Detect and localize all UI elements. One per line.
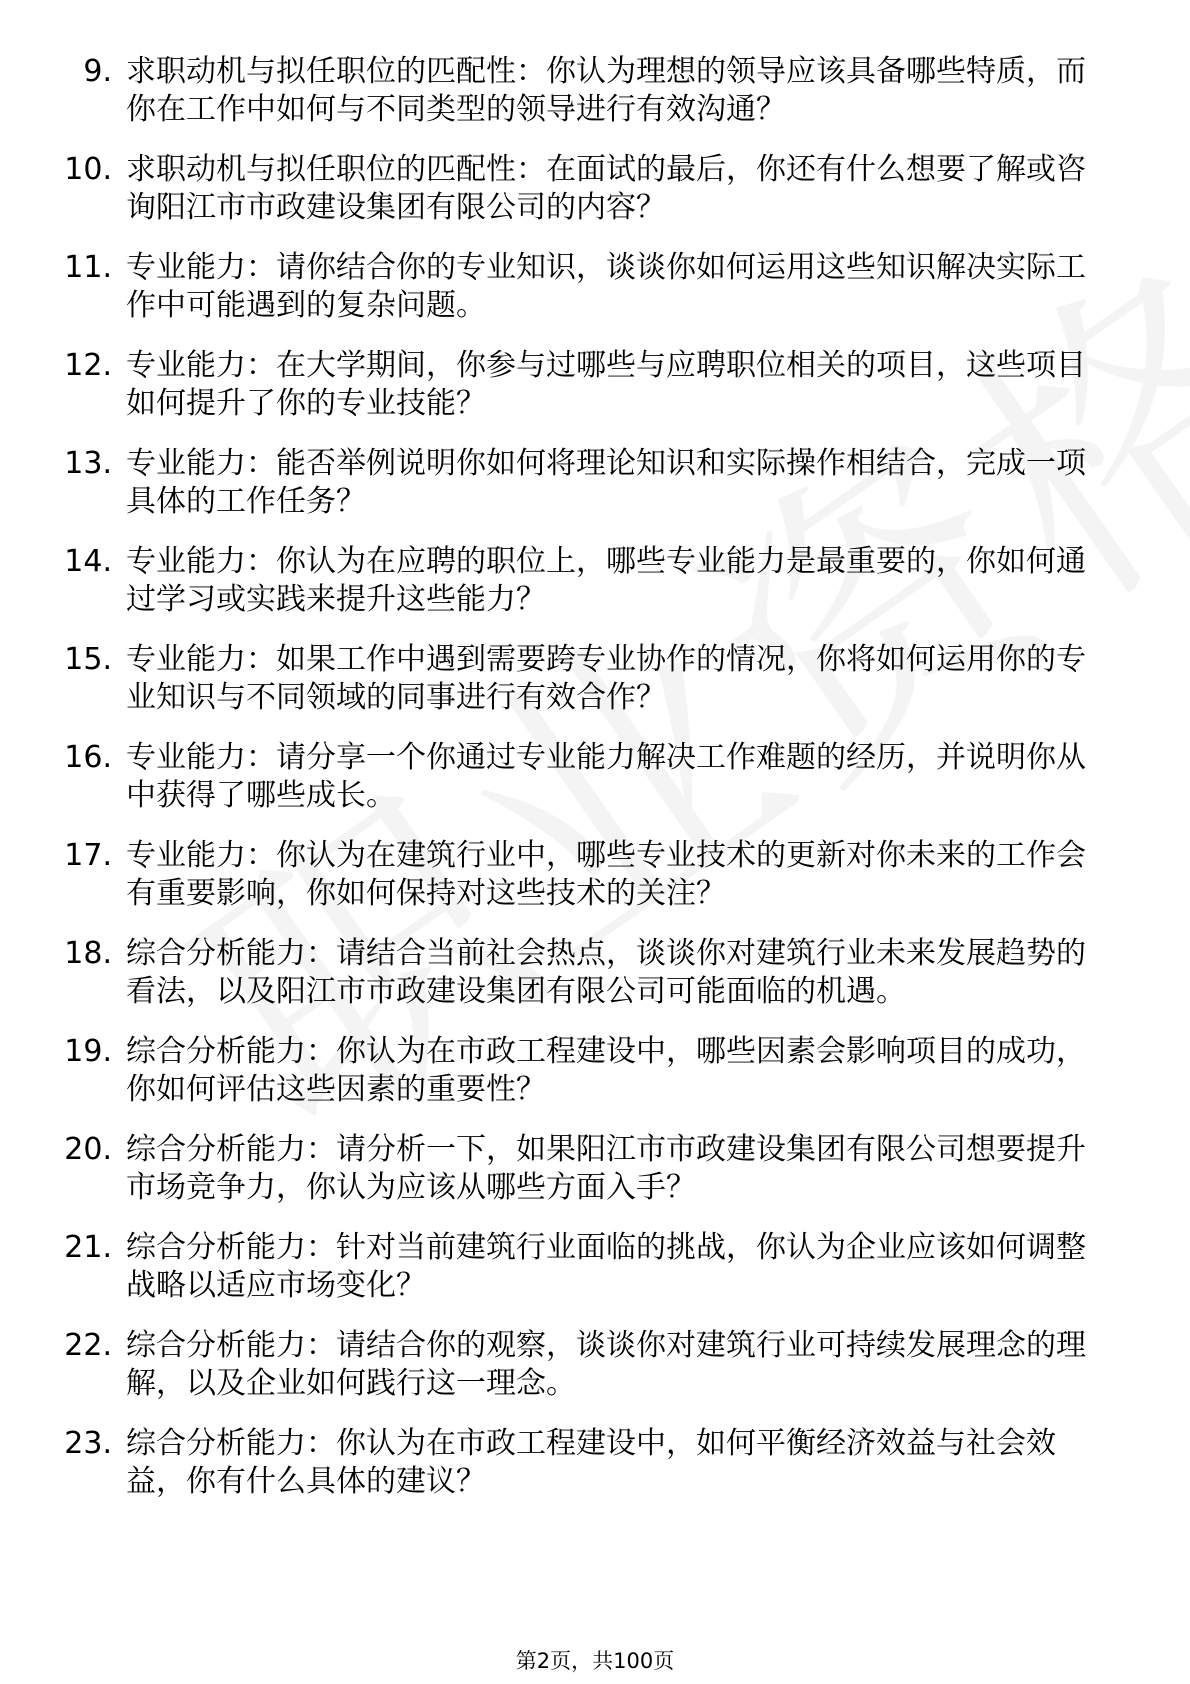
question-number: 20. <box>64 1132 112 1167</box>
question-number: 21. <box>64 1230 112 1265</box>
list-item <box>0 641 1190 717</box>
question-text: 求职动机与拟任职位的匹配性：你认为理想的领导应该具备哪些特质，而你在工作中如何与不同类型的领导进行有效沟通？ <box>126 54 1086 127</box>
question-text: 综合分析能力：你认为在市政工程建设中，哪些因素会影响项目的成功，你如何评估这些因素的重要性？ <box>126 1034 1086 1107</box>
list-item <box>0 739 1190 815</box>
question-text: 专业能力：你认为在应聘的职位上，哪些专业能力是最重要的，你如何通过学习或实践来提升这些能力？ <box>126 544 1086 617</box>
question-text: 专业能力：请你结合你的专业知识，谈谈你如何运用这些知识解决实际工作中可能遇到的复杂问题。 <box>126 250 1086 323</box>
question-number: 19. <box>64 1034 112 1069</box>
question-number: 15. <box>64 642 112 677</box>
question-list <box>0 53 1190 1523</box>
list-item <box>0 53 1190 129</box>
list-item <box>0 151 1190 227</box>
list-item <box>0 837 1190 913</box>
question-text: 求职动机与拟任职位的匹配性：在面试的最后，你还有什么想要了解或咨询阳江市市政建设集团有限公司的内容？ <box>126 152 1086 225</box>
question-number: 14. <box>64 544 112 579</box>
list-item <box>0 1033 1190 1109</box>
question-number: 11. <box>64 250 112 285</box>
list-item <box>0 935 1190 1011</box>
question-text: 综合分析能力：请结合你的观察，谈谈你对建筑行业可持续发展理念的理解，以及企业如何践行这一理念。 <box>126 1328 1086 1401</box>
question-text: 综合分析能力：针对当前建筑行业面临的挑战，你认为企业应该如何调整战略以适应市场变化？ <box>126 1230 1086 1303</box>
question-number: 17. <box>64 838 112 873</box>
question-number: 13. <box>64 446 112 481</box>
question-text: 综合分析能力：请分析一下，如果阳江市市政建设集团有限公司想要提升市场竞争力，你认为应该从哪些方面入手？ <box>126 1132 1086 1205</box>
list-item <box>0 347 1190 423</box>
question-text: 专业能力：在大学期间，你参与过哪些与应聘职位相关的项目，这些项目如何提升了你的专业技能？ <box>126 348 1086 421</box>
question-text: 专业能力：请分享一个你通过专业能力解决工作难题的经历，并说明你从中获得了哪些成长。 <box>126 740 1086 813</box>
question-number: 10. <box>64 152 112 187</box>
list-item <box>0 1327 1190 1403</box>
question-number: 18. <box>64 936 112 971</box>
question-text: 专业能力：如果工作中遇到需要跨专业协作的情况，你将如何运用你的专业知识与不同领域的同事进行有效合作？ <box>126 642 1086 715</box>
page-number: 第2页，共100页 <box>515 1649 675 1673</box>
list-item <box>0 1131 1190 1207</box>
question-number: 16. <box>64 740 112 775</box>
list-item <box>0 543 1190 619</box>
list-item <box>0 249 1190 325</box>
list-item <box>0 1425 1190 1501</box>
question-text: 综合分析能力：请结合当前社会热点，谈谈你对建筑行业未来发展趋势的看法，以及阳江市市政建设集团有限公司可能面临的机遇。 <box>126 936 1086 1009</box>
question-text: 综合分析能力：你认为在市政工程建设中，如何平衡经济效益与社会效益，你有什么具体的建议？ <box>126 1426 1056 1499</box>
question-text: 专业能力：能否举例说明你如何将理论知识和实际操作相结合，完成一项具体的工作任务？ <box>126 446 1086 519</box>
question-number: 9. <box>83 54 112 89</box>
list-item <box>0 1229 1190 1305</box>
question-number: 23. <box>64 1426 112 1461</box>
question-text: 专业能力：你认为在建筑行业中，哪些专业技术的更新对你未来的工作会有重要影响，你如何保持对这些技术的关注？ <box>126 838 1086 911</box>
question-number: 22. <box>64 1328 112 1363</box>
list-item <box>0 445 1190 521</box>
question-number: 12. <box>64 348 112 383</box>
